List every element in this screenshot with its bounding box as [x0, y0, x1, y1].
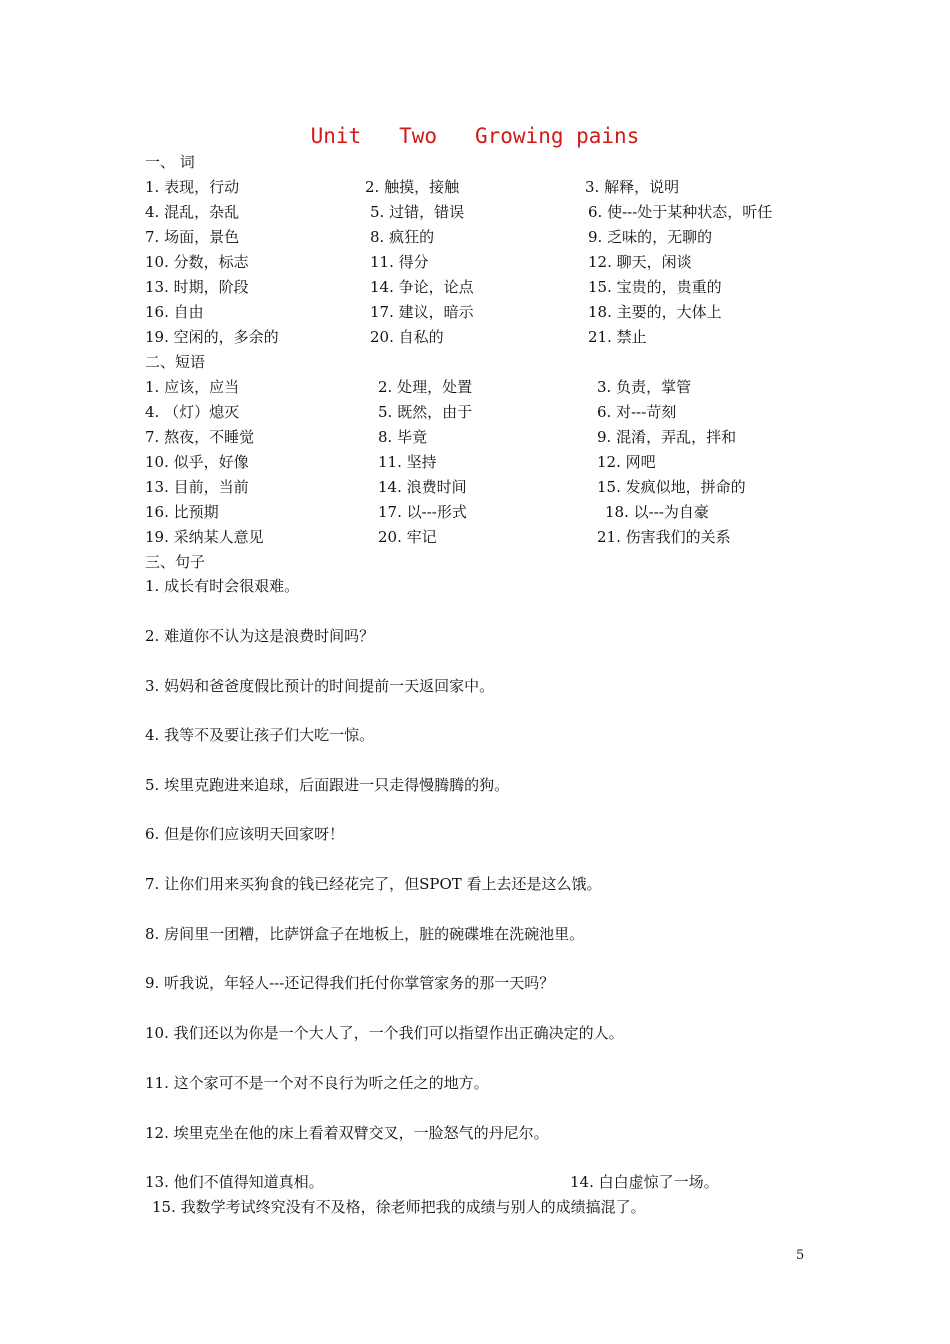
- phrase-item: 1. 应该，应当: [145, 378, 240, 396]
- phrase-item: 19. 采纳某人意见: [145, 528, 264, 546]
- word-item: 4. 混乱，杂乱: [145, 203, 240, 221]
- sentence-item: 11. 这个家可不是一个对不良行为听之任之的地方。: [145, 1074, 489, 1092]
- word-item: 10. 分数，标志: [145, 253, 249, 271]
- phrase-item: 18. 以---为自豪: [605, 503, 709, 521]
- word-item: 18. 主要的，大体上: [588, 303, 722, 321]
- sentence-item: 4. 我等不及要让孩子们大吃一惊。: [145, 726, 375, 744]
- word-item: 7. 场面，景色: [145, 228, 240, 246]
- word-item: 14. 争论，论点: [370, 278, 474, 296]
- sentence-item: 14. 白白虚惊了一场。: [570, 1173, 719, 1191]
- word-item: 16. 自由: [145, 303, 204, 321]
- word-item: 2. 触摸，接触: [365, 178, 460, 196]
- word-item: 6. 使---处于某种状态，听任: [588, 203, 773, 221]
- phrase-item: 21. 伤害我们的关系: [597, 528, 731, 546]
- sentence-item: 5. 埃里克跑进来追球，后面跟进一只走得慢腾腾的狗。: [145, 776, 510, 794]
- word-item: 13. 时期，阶段: [145, 278, 249, 296]
- phrase-item: 9. 混淆，弄乱，拌和: [597, 428, 737, 446]
- phrase-item: 13. 目前，当前: [145, 478, 249, 496]
- section-heading-sentences: 三、句子: [145, 553, 206, 571]
- word-item: 1. 表现，行动: [145, 178, 240, 196]
- phrase-item: 4. （灯）熄灭: [145, 403, 240, 421]
- section-heading-words: 一、 词: [145, 153, 195, 171]
- word-item: 17. 建议，暗示: [370, 303, 474, 321]
- sentence-item: 8. 房间里一团糟，比萨饼盒子在地板上，脏的碗碟堆在洗碗池里。: [145, 925, 585, 943]
- word-item: 15. 宝贵的，贵重的: [588, 278, 722, 296]
- sentence-item: 9. 听我说，年轻人---还记得我们托付你掌管家务的那一天吗？: [145, 974, 555, 992]
- sentence-item: 3. 妈妈和爸爸度假比预计的时间提前一天返回家中。: [145, 677, 495, 695]
- phrase-item: 2. 处理，处置: [378, 378, 473, 396]
- phrase-item: 7. 熬夜，不睡觉: [145, 428, 255, 446]
- phrase-item: 3. 负责，掌管: [597, 378, 692, 396]
- phrase-item: 14. 浪费时间: [378, 478, 467, 496]
- page-number: 5: [796, 1248, 805, 1263]
- word-item: 21. 禁止: [588, 328, 647, 346]
- phrase-item: 15. 发疯似地，拼命的: [597, 478, 746, 496]
- phrase-item: 8. 毕竟: [378, 428, 428, 446]
- phrase-item: 11. 坚持: [378, 453, 437, 471]
- phrase-item: 17. 以---形式: [378, 503, 467, 521]
- phrase-item: 10. 似乎，好像: [145, 453, 249, 471]
- section-heading-phrases: 二、短语: [145, 353, 206, 371]
- word-item: 8. 疯狂的: [370, 228, 435, 246]
- word-item: 20. 自私的: [370, 328, 444, 346]
- sentence-item: 2. 难道你不认为这是浪费时间吗？: [145, 627, 375, 645]
- word-item: 12. 聊天，闲谈: [588, 253, 692, 271]
- sentence-item: 1. 成长有时会很艰难。: [145, 577, 300, 595]
- phrase-item: 20. 牢记: [378, 528, 437, 546]
- sentence-item: 6. 但是你们应该明天回家呀！: [145, 825, 345, 843]
- word-item: 11. 得分: [370, 253, 429, 271]
- sentence-item: 12. 埃里克坐在他的床上看着双臂交叉，一脸怒气的丹尼尔。: [145, 1124, 549, 1142]
- word-item: 19. 空闲的，多余的: [145, 328, 279, 346]
- sentence-item: 7. 让你们用来买狗食的钱已经花完了，但SPOT 看上去还是这么饿。: [145, 875, 602, 893]
- phrase-item: 6. 对---苛刻: [597, 403, 677, 421]
- sentence-item: 13. 他们不值得知道真相。: [145, 1173, 324, 1191]
- phrase-item: 5. 既然，由于: [378, 403, 473, 421]
- word-item: 9. 乏味的，无聊的: [588, 228, 713, 246]
- phrase-item: 12. 网吧: [597, 453, 656, 471]
- phrase-item: 16. 比预期: [145, 503, 219, 521]
- unit-title: Unit Two Growing pains: [310, 124, 640, 148]
- word-item: 3. 解释，说明: [585, 178, 680, 196]
- word-item: 5. 过错，错误: [370, 203, 465, 221]
- sentence-item: 15. 我数学考试终究没有不及格，徐老师把我的成绩与别人的成绩搞混了。: [152, 1198, 646, 1216]
- sentence-item: 10. 我们还以为你是一个大人了，一个我们可以指望作出正确决定的人。: [145, 1024, 624, 1042]
